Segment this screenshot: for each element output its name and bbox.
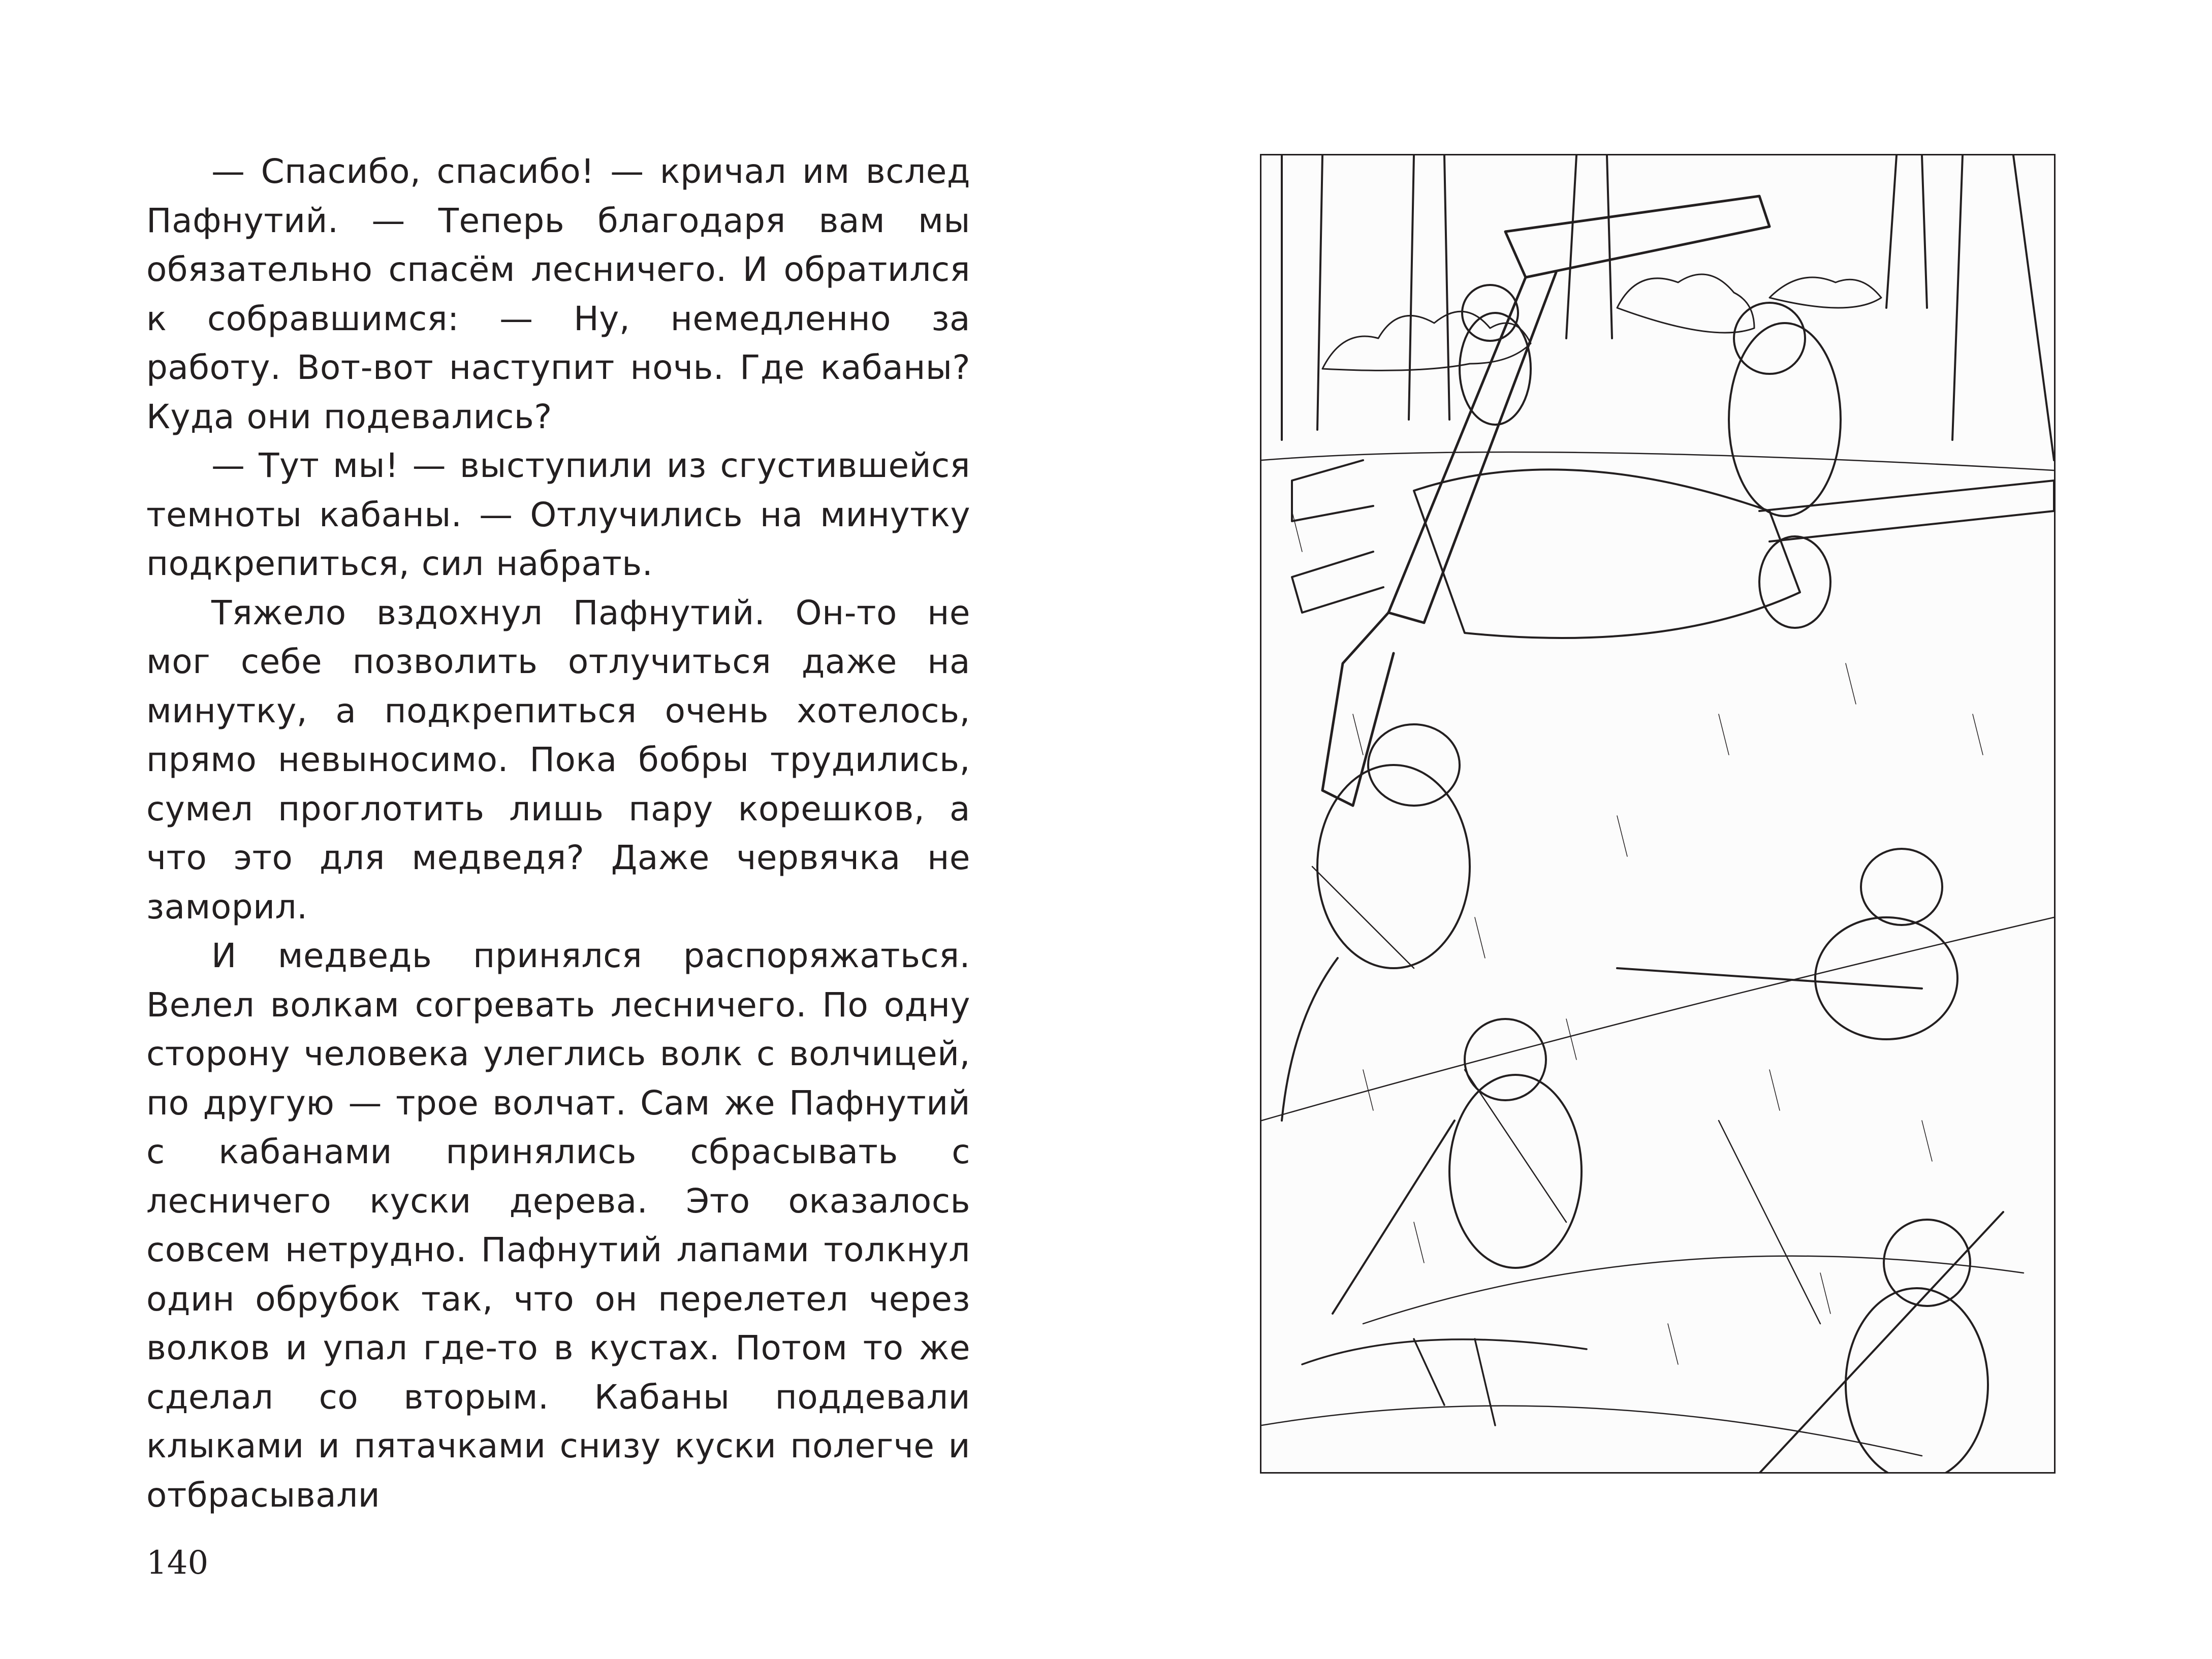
beavers-freeing-forester-illustration	[1260, 154, 2056, 1474]
paragraph: И медведь принялся распоряжаться. Велел волкам согревать лесничего. По одну сторону человека улеглись волк с волчицей, по другую — трое волчат. Сам же Пафнутий с кабанами принялись сбрасывать с лесничего куски дерева. Это оказалось совсем нетрудно. Пафнутий лапами толкнул один обрубок так, что он перелетел через волков и упал где-то в кустах. Потом то же сделал со вторым. Кабаны поддевали клыками и пятачками снизу куски полегче и отбрасывали	[146, 936, 970, 1515]
paragraph: — Спасибо, спасибо! — кричал им вслед Пафнутий. — Теперь благодаря вам мы обязательно спасём лесничего. И обратился к собравшимся: — Ну, немедленно за работу. Вот-вот наступит ночь. Где кабаны? Куда они подевались?	[146, 152, 970, 436]
paragraph: — Тут мы! — выступили из сгустившейся темноты кабаны. — Отлучились на минутку подкрепиться, сил набрать.	[146, 446, 970, 583]
beaver-3	[1333, 1019, 1582, 1314]
tree-trunks	[1282, 155, 2054, 460]
bushes	[1322, 274, 1881, 370]
forester	[1292, 460, 2054, 638]
page-number: 140	[146, 1544, 209, 1582]
body-text	[146, 147, 970, 1520]
beaver-6	[1729, 303, 1841, 516]
rain	[1292, 511, 1983, 1364]
branches	[1302, 1339, 1587, 1425]
fallen-log	[1322, 196, 1769, 806]
beaver-1	[1282, 724, 1470, 1121]
paragraph: Тяжело вздохнул Пафнутий. Он-то не мог себе позволить отлучиться даже на минутку, а подкрепиться очень хотелось, прямо невыносимо. Пока бобры трудились, сумел проглотить лишь пару корешков, а что это для медведя? Даже червячка не заморил.	[146, 593, 970, 927]
beaver-4	[1719, 1212, 2003, 1472]
